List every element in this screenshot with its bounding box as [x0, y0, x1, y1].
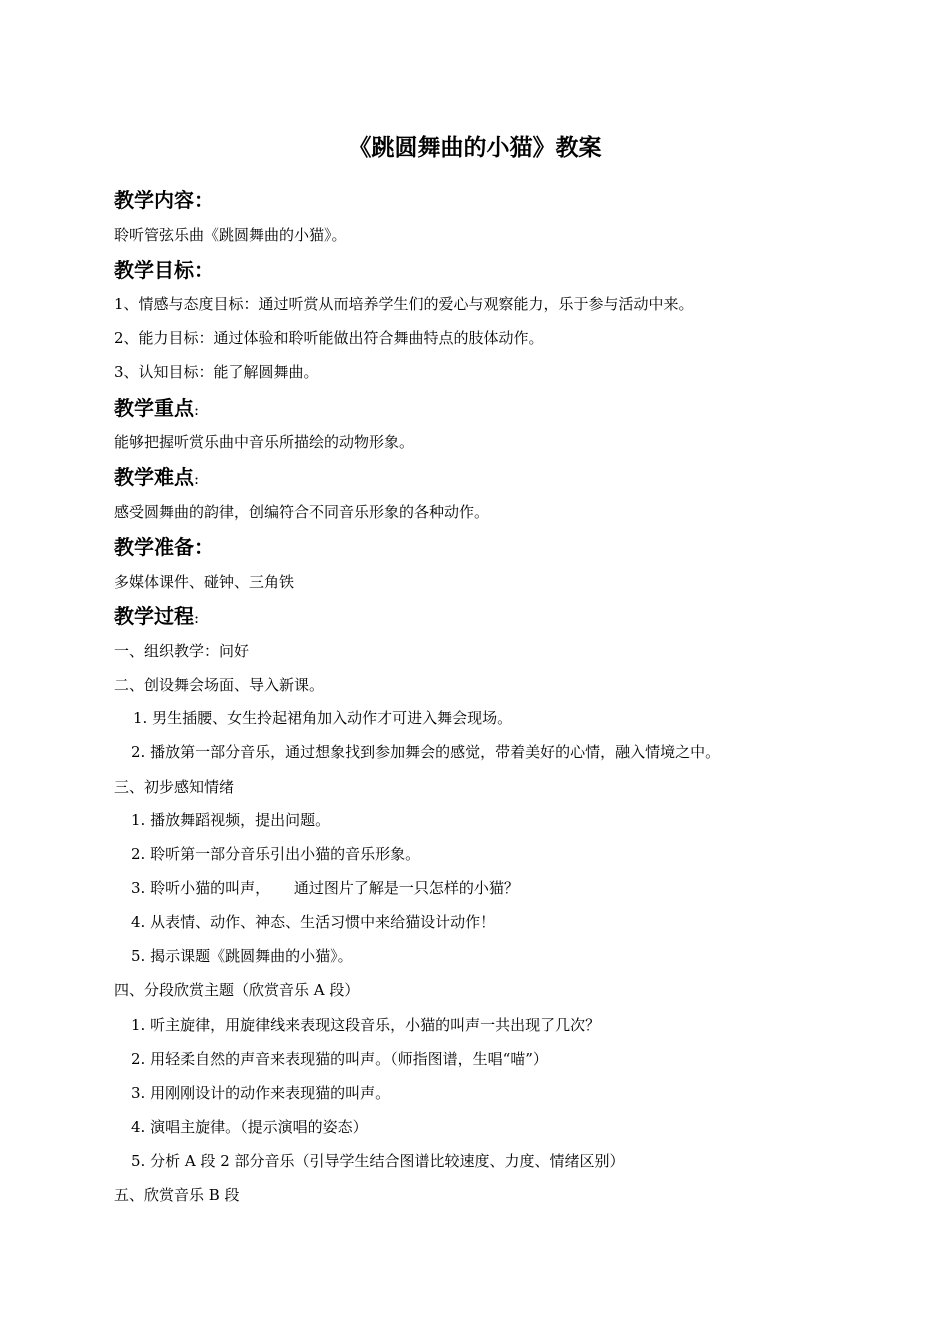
process-step: 3. 聆听小猫的叫声， 通过图片了解是一只怎样的小猫？: [131, 879, 519, 897]
process-step: 1. 男生插腰、女生拎起裙角加入动作才可进入舞会现场。: [133, 709, 513, 727]
heading-difficulty: [114, 462, 199, 494]
process-step: 3. 用刚刚设计的动作来表现猫的叫声。: [131, 1084, 391, 1102]
heading-colon: :: [194, 609, 200, 627]
heading-key-point-label: 教学重点: [114, 396, 194, 420]
goal-item: 3、认知目标：能了解圆舞曲。: [114, 363, 319, 381]
process-section: 五、欣赏音乐 B 段: [114, 1186, 240, 1204]
process-step: 4. 从表情、动作、神态、生活习惯中来给猫设计动作！: [131, 913, 496, 931]
process-step: 1. 播放舞蹈视频，提出问题。: [131, 811, 331, 829]
process-step: 2. 播放第一部分音乐，通过想象找到参加舞会的感觉，带着美好的心情，融入情境之中。: [131, 743, 721, 761]
process-step: 5. 分析 A 段 2 部分音乐（引导学生结合图谱比较速度、力度、情绪区别）: [131, 1152, 625, 1170]
difficulty-text: 感受圆舞曲的韵律，创编符合不同音乐形象的各种动作。: [114, 503, 490, 521]
process-step: 5. 揭示课题《跳圆舞曲的小猫》。: [131, 947, 353, 965]
preparation-text: 多媒体课件、碰钟、三角铁: [114, 573, 295, 591]
content-text: 聆听管弦乐曲《跳圆舞曲的小猫》。: [114, 226, 347, 244]
key-point-text: 能够把握听赏乐曲中音乐所描绘的动物形象。: [114, 433, 415, 451]
process-step: 2. 用轻柔自然的声音来表现猫的叫声。（师指图谱，生唱“喵”）: [131, 1050, 548, 1068]
heading-preparation: 教学准备：: [114, 535, 214, 559]
heading-colon: :: [194, 470, 200, 488]
heading-difficulty-label: 教学难点: [114, 465, 194, 489]
process-step: 4. 演唱主旋律。（提示演唱的姿态）: [131, 1118, 368, 1136]
heading-process-label: 教学过程: [114, 604, 194, 628]
process-section: 一、组织教学：问好: [114, 642, 250, 660]
heading-colon: :: [194, 401, 200, 419]
process-section: 三、初步感知情绪: [114, 778, 235, 796]
process-section: 二、创设舞会场面、导入新课。: [114, 676, 325, 694]
goal-item: 1、情感与态度目标：通过听赏从而培养学生们的爱心与观察能力，乐于参与活动中来。: [114, 295, 694, 313]
document-title: 《跳圆舞曲的小猫》教案: [348, 134, 602, 161]
heading-content: 教学内容：: [114, 188, 214, 212]
process-section: 四、分段欣赏主题（欣赏音乐 A 段）: [114, 981, 360, 999]
process-step: 2. 聆听第一部分音乐引出小猫的音乐形象。: [131, 845, 421, 863]
heading-process: [114, 601, 199, 633]
heading-goals: 教学目标：: [114, 258, 214, 282]
process-step: 1. 听主旋律，用旋律线来表现这段音乐，小猫的叫声一共出现了几次？: [131, 1016, 601, 1034]
goal-item: 2、能力目标：通过体验和聆听能做出符合舞曲特点的肢体动作。: [114, 329, 544, 347]
heading-key-point: [114, 393, 199, 425]
